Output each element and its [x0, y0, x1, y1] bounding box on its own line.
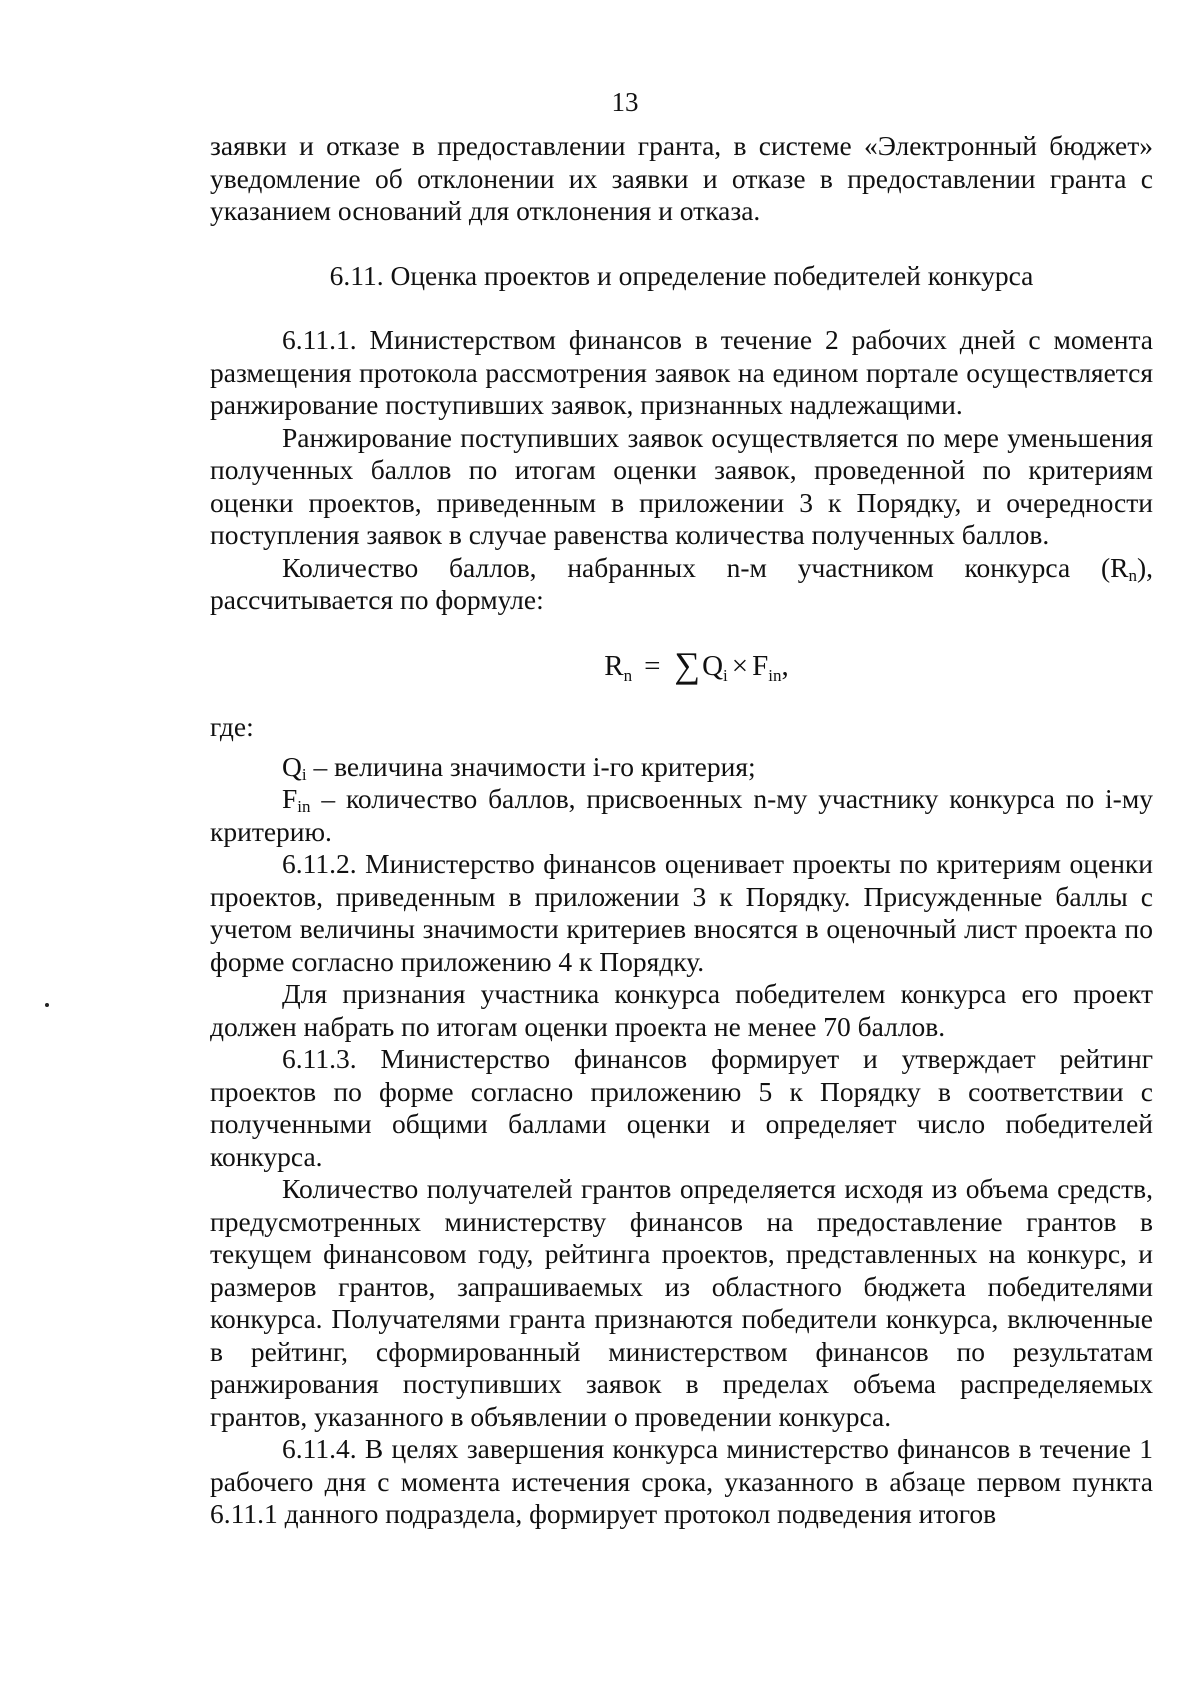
- formula-lhs-symbol: R: [604, 649, 624, 682]
- formula-f-symbol: F: [752, 649, 769, 682]
- scan-speck: [45, 1003, 49, 1007]
- score-sentence-sub: n: [1128, 565, 1137, 585]
- paragraph-score-count: [210, 552, 1153, 617]
- definition-f: [210, 783, 1153, 848]
- where-label: где:: [210, 710, 254, 742]
- paragraph-ranking: Ранжирование поступивших заявок осуществляется по мере уменьшения полученных баллов по итогам оценки заявок, проведенной по критериям оценки проектов, приведенным в приложении 3 к Порядку, и очередности поступления заявок в случае равенства количества полученных баллов.: [210, 421, 1153, 550]
- paragraph-6-11-2: 6.11.2. Министерство финансов оценивает проекты по критериям оценки проектов, приведенным в приложении 3 к Порядку. Присужденные баллы с учетом величины значимости критериев вносятся в оценочный лист проекта по форме согласно приложению 4 к Порядку.: [210, 848, 1153, 977]
- formula-tail: ,: [781, 649, 789, 682]
- definition-q: [210, 751, 1153, 784]
- formula-q-symbol: Q: [702, 649, 724, 682]
- definition-q-subscript: i: [301, 764, 307, 784]
- paragraph-grant-recipients: Количество получателей грантов определяется исходя из объема средств, предусмотренных министерству финансов на предоставление грантов в текущем финансовом году, рейтинга проектов, представленных на конкурс, и размеров грантов, запрашиваемых из областного бюджета победителями конкурса. Получателями гранта признаются победители конкурса, включенные в рейтинг, сформированный министерством финансов по результатам ранжирования поступивших заявок в пределах объема распределяемых грантов, указанного в объявлении о проведении конкурса.: [210, 1173, 1153, 1432]
- paragraph-6-11-3: 6.11.3. Министерство финансов формирует и утверждает рейтинг проектов по форме согласно приложению 5 к Порядку в соответствии с полученными общими баллами оценки и определяет число победителей конкурса.: [210, 1043, 1153, 1172]
- formula-f-subscript: in: [768, 665, 782, 685]
- document-body: [210, 130, 1153, 1531]
- paragraph-winner-threshold: Для признания участника конкурса победителем конкурса его проект должен набрать по итогам оценки проекта не менее 70 баллов.: [210, 978, 1153, 1042]
- formula-times: ×: [731, 649, 749, 682]
- intro-paragraph: заявки и отказе в предоставлении гранта, в системе «Электронный бюджет» уведомление об отклонении их заявки и отказе в предоставлении гранта с указанием оснований для отклонения и отказа.: [210, 130, 1153, 226]
- formula-lhs: [604, 650, 632, 683]
- definition-f-subscript: in: [297, 797, 311, 816]
- definition-q-text: – величина значимости i-го критерия;: [306, 750, 756, 782]
- definition-f-text: – количество баллов, присвоенных n-му участнику конкурса по i-му критерию.: [210, 783, 1153, 847]
- formula-lhs-subscript: n: [623, 665, 633, 685]
- score-sentence-after: ), рассчитывается по формуле:: [210, 551, 1153, 615]
- paragraph-6-11-4: 6.11.4. В целях завершения конкурса министерство финансов в течение 1 рабочего дня с момента истечения срока, указанного в абзаце первом пункта 6.11.1 данного подраздела, формирует протокол подведения итогов: [210, 1433, 1153, 1529]
- page-number: 13: [611, 87, 639, 117]
- score-formula: [210, 617, 1153, 711]
- sigma-symbol: ∑: [674, 644, 701, 685]
- section-heading: 6.11. Оценка проектов и определение победителей конкурса: [329, 259, 1034, 291]
- formula-equals: =: [644, 649, 661, 682]
- formula-q-term: [702, 650, 728, 683]
- formula-f-term: [752, 650, 781, 683]
- score-sentence-before: Количество баллов, набранных n-м участником конкурса (R: [282, 551, 1129, 583]
- formula-q-subscript: i: [723, 665, 728, 685]
- definition-f-symbol: F: [282, 783, 298, 814]
- paragraph-6-11-1: 6.11.1. Министерством финансов в течение 2 рабочих дней с момента размещения протокола рассмотрения заявок на едином портале осуществляется ранжирование поступивших заявок, признанных надлежащими.: [210, 324, 1153, 420]
- definition-q-symbol: Q: [282, 750, 302, 782]
